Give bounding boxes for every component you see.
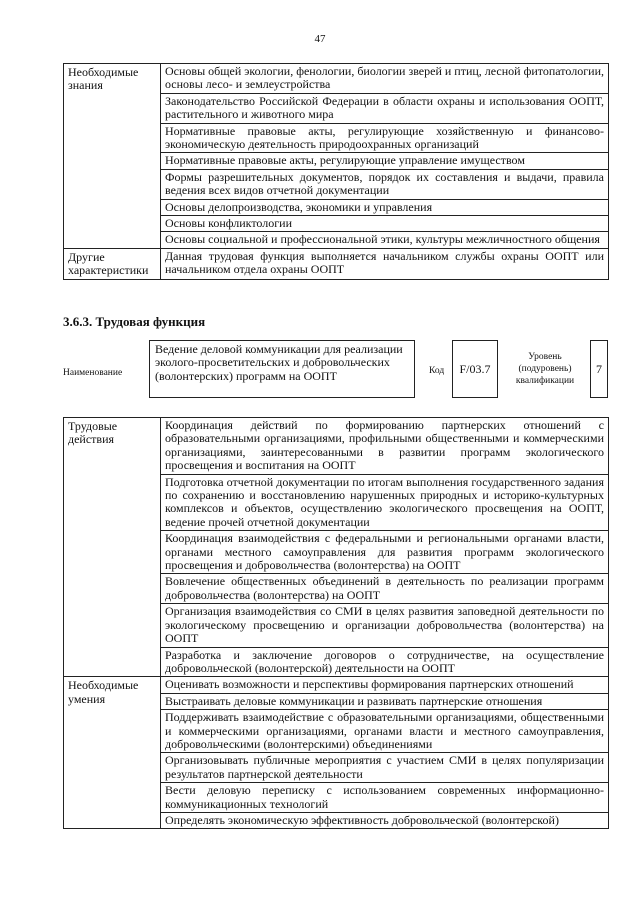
- row-item-text: Координация взаимодействия с федеральными и региональными органами власти, органами местного самоуправления для развития программ экологического просвещения и добровольчества (волонтерства) на ООПТ: [161, 531, 609, 574]
- row-item-text: Вовлечение общественных объединений в деятельность по реализации программ добровольчества (волонтерства) на ООПТ: [161, 574, 609, 604]
- row-category-label: Трудовые действия: [64, 418, 161, 677]
- table-row: [64, 248, 609, 279]
- row-item-text: Организация взаимодействия со СМИ в целях развития заповедной деятельности по экологическому просвещению и организации добровольчества (волонтерства) на ООПТ: [161, 604, 609, 647]
- table-row: [64, 64, 609, 94]
- row-item-text: Вести деловую переписку с использованием современных информационно-коммуникационных технологий: [161, 783, 609, 813]
- knowledge-table: [63, 63, 609, 280]
- row-category-label: Необходимые знания: [64, 64, 161, 249]
- labor-actions-table: [63, 417, 609, 829]
- row-item-text: Поддерживать взаимодействие с образовательными организациями, общественными и коммерческими организациями, органами власти и местного самоуправления, добровольческими (волонтерскими) объединениями: [161, 710, 609, 753]
- row-item-text: Основы социальной и профессиональной этики, культуры межличностного общения: [161, 232, 609, 248]
- row-item-text: Законодательство Российской Федерации в области охраны и использования ООПТ, растительного и животного мира: [161, 93, 609, 123]
- row-category-label: Другие характеристики: [64, 248, 161, 279]
- row-item-text: Основы конфликтологии: [161, 216, 609, 232]
- section-title: 3.6.3. Трудовая функция: [63, 314, 206, 329]
- table-row: [64, 418, 609, 475]
- row-item-text: Подготовка отчетной документации по итогам выполнения государственного задания по сохранению и восстановлению нарушенных природных и историко-культурных комплексов и объектов, осуществлению экологического просвещения на ООПТ, ведение прочей отчетной документации: [161, 474, 609, 531]
- qualification-level-value: 7: [590, 340, 608, 398]
- function-code-value: F/03.7: [452, 340, 498, 398]
- row-item-text: Нормативные правовые акты, регулирующие хозяйственную и финансово-экономическую деятельность природоохранных организаций: [161, 123, 609, 153]
- function-name-value: Ведение деловой коммуникации для реализации эколого-просветительских и добровольческих (волонтерских) программ на ООПТ: [149, 340, 415, 398]
- row-item-text: Определять экономическую эффективность добровольческой (волонтерской): [161, 812, 609, 828]
- page-number: 47: [314, 33, 326, 45]
- row-item-text: Организовывать публичные мероприятия с участием СМИ в целях популяризации результатов партнерской деятельности: [161, 753, 609, 783]
- qualification-level-label: Уровень (подуровень) квалификации: [515, 352, 575, 386]
- function-name-label: Наименование: [63, 368, 123, 378]
- row-item-text: Координация действий по формированию партнерских отношений с образовательными организациями, профильными общественными и коммерческими организациями, заинтересованными в развитии программ экологического просвещения и воспитания на ООПТ: [161, 418, 609, 475]
- function-code-label: Код: [429, 366, 445, 376]
- row-item-text: Данная трудовая функция выполняется начальником службы охраны ООПТ или начальником отдела охраны ООПТ: [161, 248, 609, 279]
- row-item-text: Основы общей экологии, фенологии, биологии зверей и птиц, лесной фитопатологии, основы лесо- и землеустройства: [161, 64, 609, 94]
- row-item-text: Оценивать возможности и перспективы формирования партнерских отношений: [161, 677, 609, 693]
- row-category-label: Необходимые умения: [64, 677, 161, 829]
- row-item-text: Разработка и заключение договоров о сотрудничестве, на осуществление добровольческой (волонтерской) деятельности на ООПТ: [161, 647, 609, 677]
- row-item-text: Нормативные правовые акты, регулирующие управление имуществом: [161, 153, 609, 169]
- table-row: [64, 677, 609, 693]
- row-item-text: Формы разрешительных документов, порядок их составления и выдачи, правила ведения всех видов отчетной документации: [161, 169, 609, 199]
- row-item-text: Выстраивать деловые коммуникации и развивать партнерские отношения: [161, 693, 609, 709]
- row-item-text: Основы делопроизводства, экономики и управления: [161, 199, 609, 215]
